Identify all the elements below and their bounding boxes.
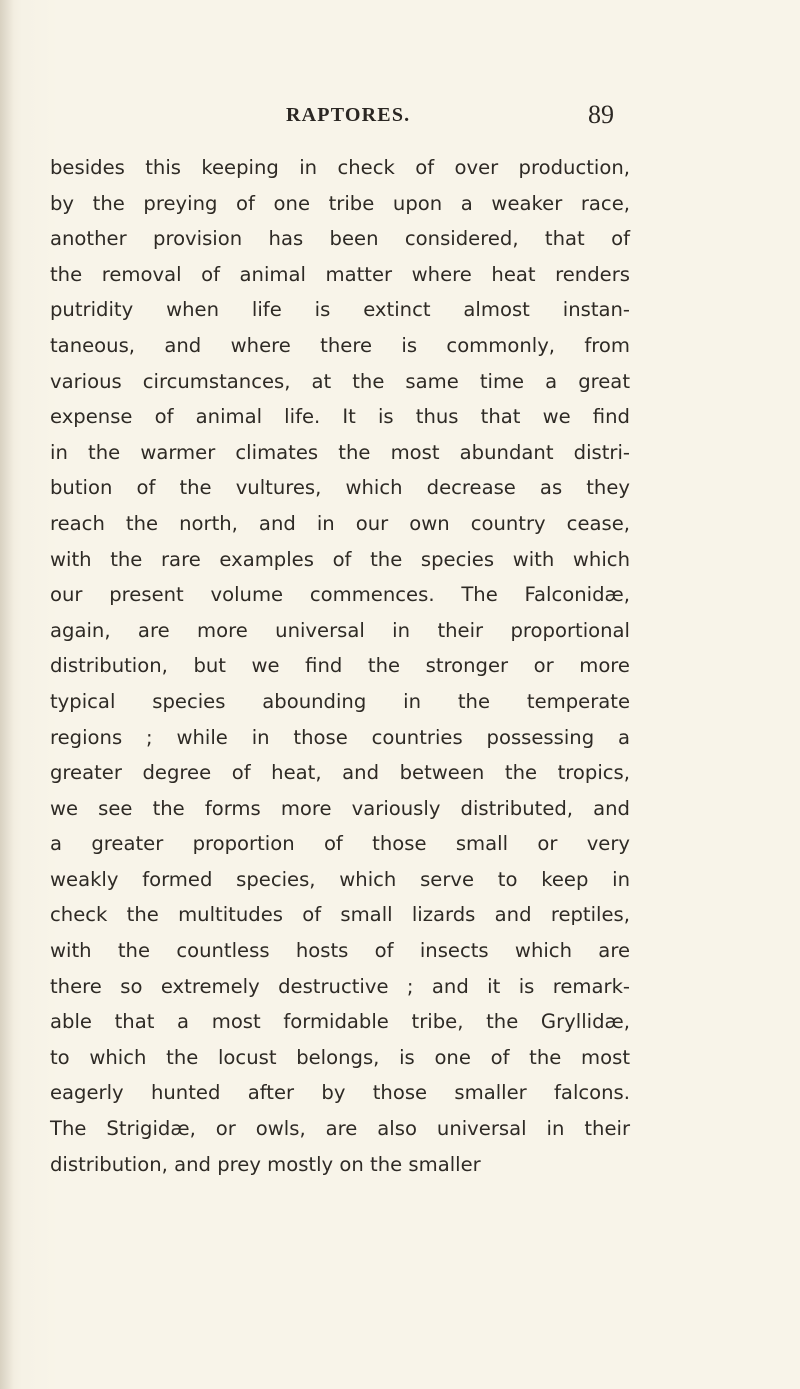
running-head [0, 100, 800, 138]
text-line: again, are more universal in their proportional [50, 618, 630, 642]
text-line: the removal of animal matter where heat renders [50, 262, 630, 286]
text-line: The Strigidæ, or owls, are also universal in their [50, 1117, 630, 1141]
text-line: with the countless hosts of insects which are [50, 939, 630, 963]
text-line: typical species abounding in the temperate [50, 689, 630, 713]
text-line: to which the locust belongs, is one of the most [50, 1045, 630, 1069]
text-line: check the multitudes of small lizards and reptiles, [50, 903, 630, 927]
text-line: eagerly hunted after by those smaller falcons. [50, 1081, 630, 1105]
text-line: we see the forms more variously distributed, and [50, 796, 630, 820]
text-line: various circumstances, at the same time a great [50, 369, 630, 393]
text-line: bution of the vultures, which decrease as they [50, 476, 630, 500]
text-line: there so extremely destructive ; and it is remark- [50, 974, 630, 998]
text-line: weakly formed species, which serve to keep in [50, 867, 630, 891]
gutter-shadow [0, 0, 14, 1389]
text-line: taneous, and where there is commonly, from [50, 333, 630, 357]
text-line: besides this keeping in check of over production, [50, 156, 630, 179]
text-line: with the rare examples of the species with which [50, 547, 630, 571]
text-line: regions ; while in those countries possessing a [50, 725, 630, 749]
text-line: able that a most formidable tribe, the Gryllidæ, [50, 1010, 630, 1034]
text-line: in the warmer climates the most abundant distri- [50, 440, 630, 464]
text-line: putridity when life is extinct almost instan- [50, 298, 630, 322]
text-line: by the preying of one tribe upon a weaker race, [50, 191, 630, 215]
running-title: RAPTORES. [286, 104, 411, 126]
body-text [50, 150, 630, 1182]
text-line: distribution, and prey mostly on the smaller [50, 1152, 481, 1176]
text-line: expense of animal life. It is thus that we find [50, 405, 630, 429]
page-number: 89 [588, 100, 614, 129]
text-line: another provision has been considered, that of [50, 227, 630, 251]
text-line: our present volume commences. The Falconidæ, [50, 583, 630, 607]
text-line: reach the north, and in our own country cease, [50, 511, 630, 535]
text-line: distribution, but we find the stronger or more [50, 654, 630, 678]
text-line: greater degree of heat, and between the tropics, [50, 761, 630, 785]
text-line: a greater proportion of those small or very [50, 832, 630, 856]
